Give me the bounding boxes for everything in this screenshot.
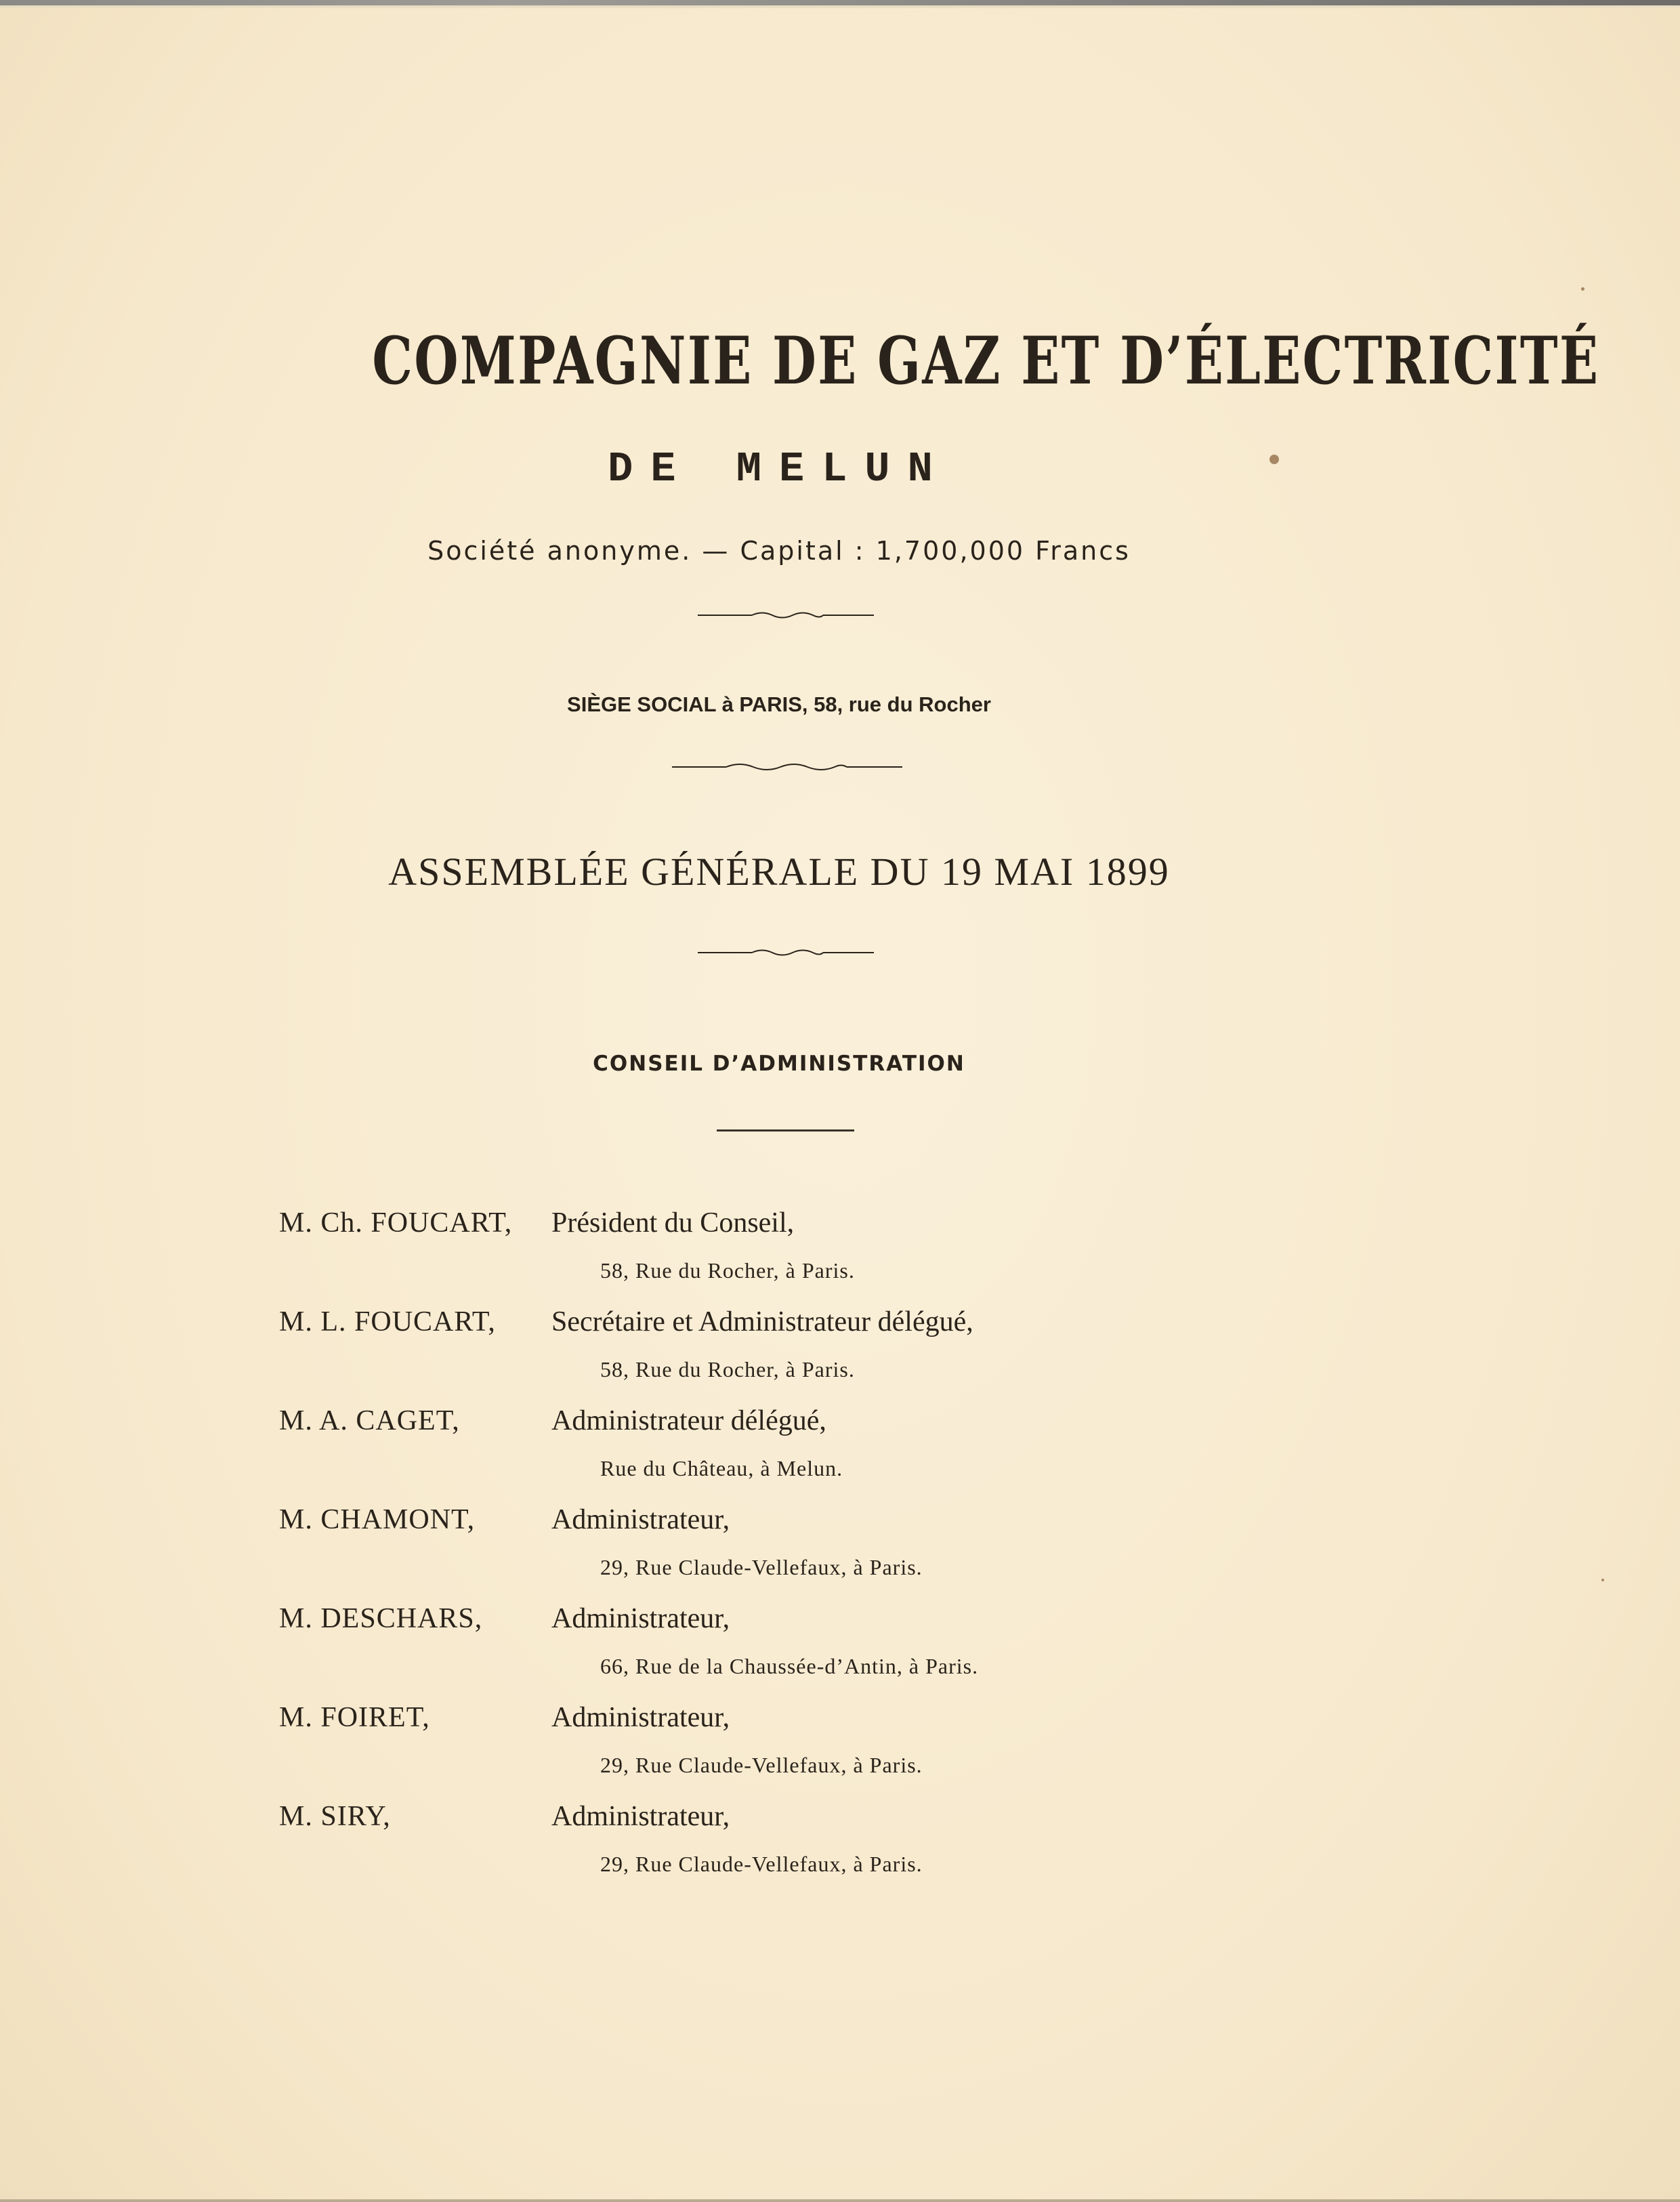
member-role: Administrateur délégué,: [551, 1405, 826, 1436]
member-name: M. DESCHARS,: [279, 1603, 483, 1634]
scan-top-shadow: [0, 5, 1680, 8]
member-role: Administrateur,: [551, 1504, 730, 1535]
paper-speck: [1269, 455, 1279, 464]
ornament-divider-3: [698, 946, 874, 959]
member-address: 29, Rue Claude-Vellefaux, à Paris.: [600, 1753, 923, 1777]
general-assembly-heading: ASSEMBLÉE GÉNÉRALE DU 19 MAI 1899: [388, 850, 1170, 894]
society-capital-line: Société anonyme. — Capital : 1,700,000 Francs: [427, 536, 1131, 566]
member-name: M. CHAMONT,: [279, 1504, 476, 1535]
member-name: M. Ch. FOUCART,: [279, 1207, 513, 1239]
member-role: Administrateur,: [551, 1603, 730, 1634]
scan-bottom-edge: [0, 2199, 1680, 2202]
company-title: COMPAGNIE DE GAZ ET D’ÉLECTRICITÉ: [372, 323, 1600, 399]
member-address: 58, Rue du Rocher, à Paris.: [600, 1258, 855, 1283]
member-name: M. SIRY,: [279, 1801, 391, 1832]
member-role: Administrateur,: [551, 1801, 730, 1832]
member-name: M. L. FOUCART,: [279, 1306, 496, 1337]
board-heading-rule: [717, 1129, 854, 1131]
member-address: 29, Rue Claude-Vellefaux, à Paris.: [600, 1555, 923, 1579]
member-name: M. A. CAGET,: [279, 1405, 460, 1436]
member-name: M. FOIRET,: [279, 1702, 430, 1733]
company-subtitle: DE MELUN: [608, 445, 950, 493]
member-address: 29, Rue Claude-Vellefaux, à Paris.: [600, 1852, 923, 1876]
member-role: Secrétaire et Administrateur délégué,: [551, 1306, 973, 1337]
board-heading: CONSEIL D’ADMINISTRATION: [593, 1052, 965, 1076]
scan-top-edge: [0, 0, 1680, 5]
paper-speck: [1581, 287, 1584, 291]
paper-speck: [1601, 1579, 1604, 1581]
member-address: 66, Rue de la Chaussée-d’Antin, à Paris.: [600, 1654, 979, 1678]
head-office-address: SIÈGE SOCIAL à PARIS, 58, rue du Rocher: [567, 692, 991, 716]
member-role: Administrateur,: [551, 1702, 730, 1733]
member-role: Président du Conseil,: [551, 1207, 795, 1239]
member-address: Rue du Château, à Melun.: [600, 1456, 843, 1480]
ornament-divider-1: [698, 608, 874, 622]
member-address: 58, Rue du Rocher, à Paris.: [600, 1357, 855, 1382]
ornament-divider-2: [672, 760, 902, 774]
